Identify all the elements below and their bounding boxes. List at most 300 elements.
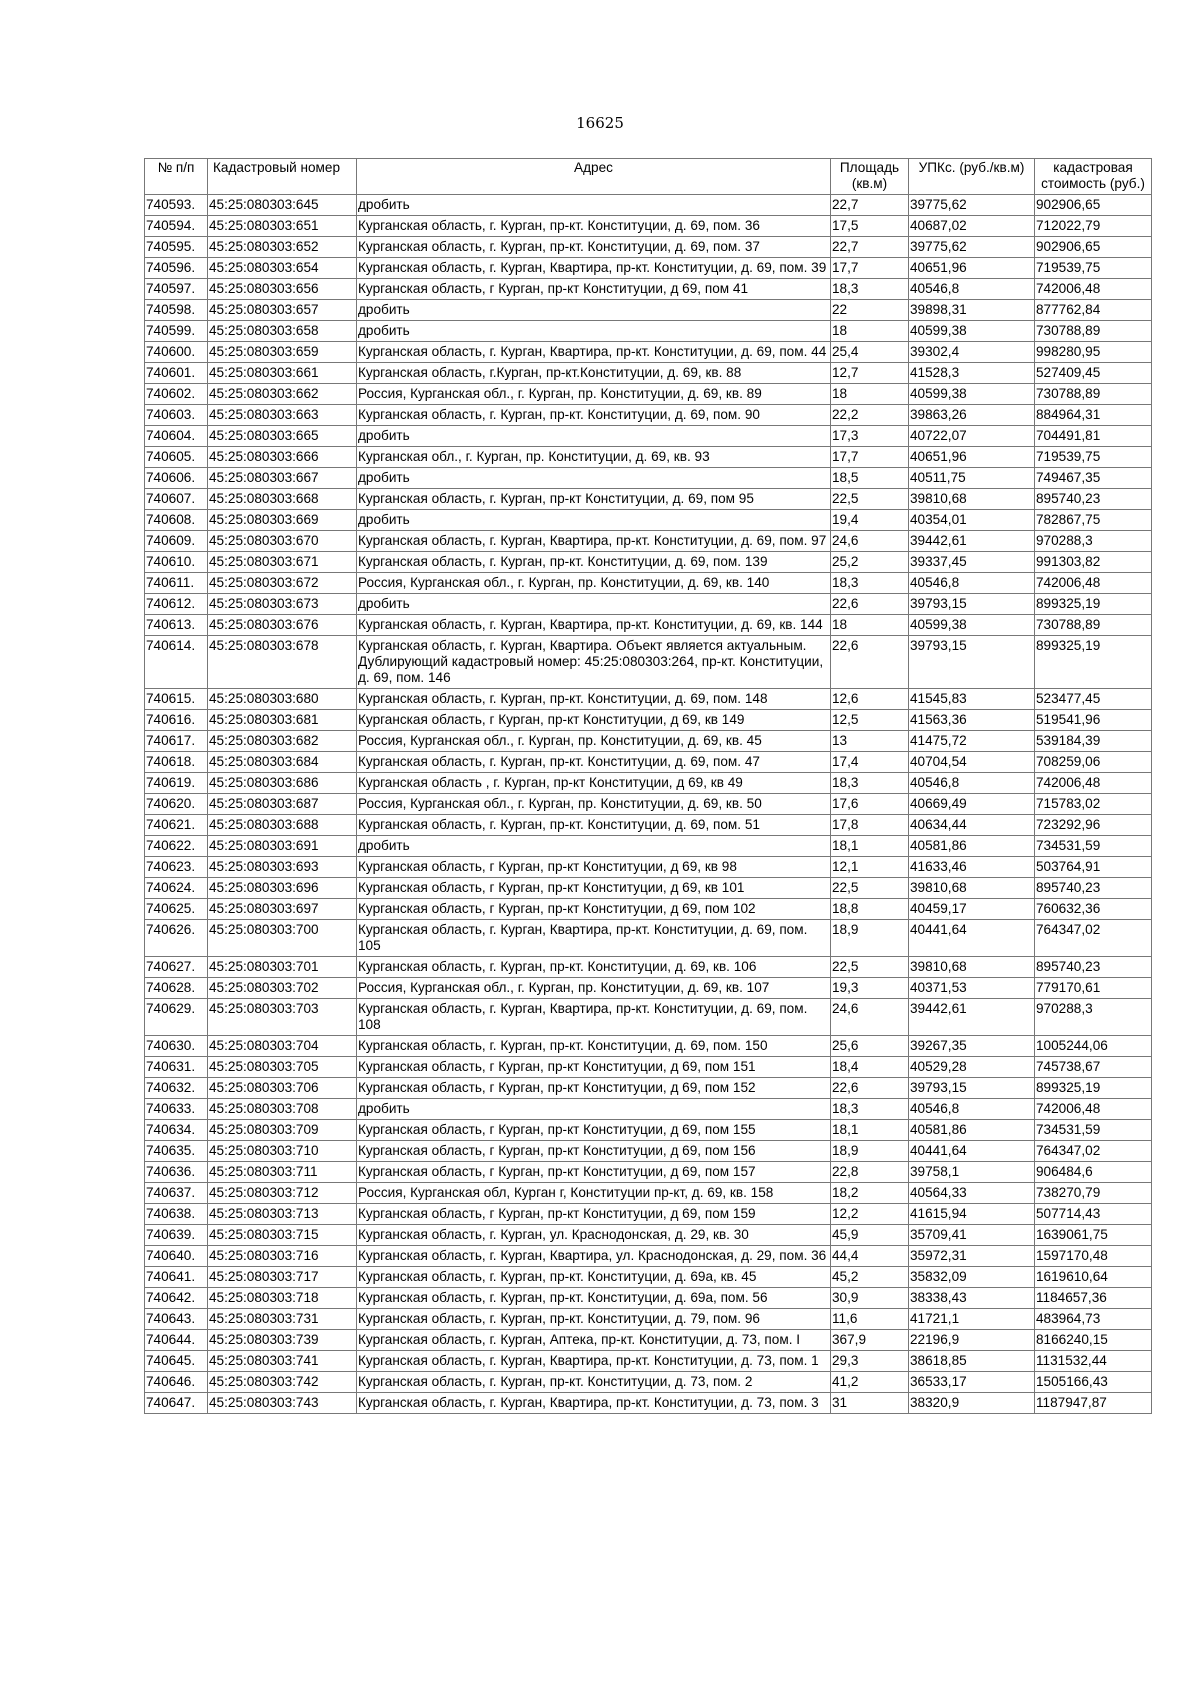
cell-cadastral-value: 1597170,48 <box>1035 1246 1152 1267</box>
cell-address: Курганская область, г. Курган, Квартира, пр-кт. Конституции, д. 69, кв. 144 <box>357 615 831 636</box>
table-row <box>145 1120 1152 1141</box>
cell-cadastral-value: 998280,95 <box>1035 342 1152 363</box>
cell-cadastral-value: 708259,06 <box>1035 752 1152 773</box>
table-row <box>145 731 1152 752</box>
cell-index: 740618. <box>145 752 208 773</box>
table-row <box>145 342 1152 363</box>
cell-cadastral-value: 895740,23 <box>1035 878 1152 899</box>
cell-cadastral-number: 45:25:080303:688 <box>208 815 357 836</box>
cell-area: 367,9 <box>831 1330 909 1351</box>
table-row <box>145 237 1152 258</box>
cell-area: 18,9 <box>831 920 909 957</box>
cell-cadastral-number: 45:25:080303:717 <box>208 1267 357 1288</box>
table-row <box>145 321 1152 342</box>
cell-cadastral-value: 877762,84 <box>1035 300 1152 321</box>
cell-area: 22,2 <box>831 405 909 426</box>
cell-address: Курганская область, г. Курган, Квартира, пр-кт. Конституции, д. 69, пом. 44 <box>357 342 831 363</box>
cell-area: 45,2 <box>831 1267 909 1288</box>
cell-address: Курганская область, г Курган, пр-кт Конституции, д 69, пом 159 <box>357 1204 831 1225</box>
cell-cadastral-number: 45:25:080303:671 <box>208 552 357 573</box>
table-row <box>145 552 1152 573</box>
table-row <box>145 405 1152 426</box>
cell-address: Курганская область, г. Курган, Квартира, пр-кт. Конституции, д. 69, пом. 39 <box>357 258 831 279</box>
cell-upks: 39863,26 <box>909 405 1035 426</box>
cell-cadastral-value: 742006,48 <box>1035 573 1152 594</box>
cell-index: 740640. <box>145 1246 208 1267</box>
cell-cadastral-number: 45:25:080303:702 <box>208 978 357 999</box>
cell-index: 740604. <box>145 426 208 447</box>
cell-cadastral-value: 1505166,43 <box>1035 1372 1152 1393</box>
cell-cadastral-value: 712022,79 <box>1035 216 1152 237</box>
cell-index: 740611. <box>145 573 208 594</box>
cell-cadastral-value: 1184657,36 <box>1035 1288 1152 1309</box>
cell-cadastral-value: 895740,23 <box>1035 489 1152 510</box>
cell-address: дробить <box>357 594 831 615</box>
cell-cadastral-value: 539184,39 <box>1035 731 1152 752</box>
cell-area: 24,6 <box>831 999 909 1036</box>
cell-upks: 36533,17 <box>909 1372 1035 1393</box>
table-row <box>145 1078 1152 1099</box>
cell-index: 740619. <box>145 773 208 794</box>
cell-cadastral-number: 45:25:080303:739 <box>208 1330 357 1351</box>
table-row <box>145 531 1152 552</box>
cell-upks: 40599,38 <box>909 615 1035 636</box>
cell-index: 740593. <box>145 195 208 216</box>
table-row <box>145 489 1152 510</box>
cell-address: Курганская область, г. Курган, пр-кт. Конституции, д. 69, пом. 90 <box>357 405 831 426</box>
table-row <box>145 689 1152 710</box>
cell-cadastral-value: 742006,48 <box>1035 1099 1152 1120</box>
cell-index: 740641. <box>145 1267 208 1288</box>
cell-area: 11,6 <box>831 1309 909 1330</box>
cell-address: Курганская область, г. Курган, Квартира, пр-кт. Конституции, д. 73, пом. 3 <box>357 1393 831 1414</box>
cell-upks: 41563,36 <box>909 710 1035 731</box>
cell-upks: 39442,61 <box>909 999 1035 1036</box>
table-row <box>145 510 1152 531</box>
cell-address: дробить <box>357 836 831 857</box>
table-row <box>145 878 1152 899</box>
cell-address: Курганская область, г Курган, пр-кт Конституции, д 69, кв 98 <box>357 857 831 878</box>
cell-area: 25,4 <box>831 342 909 363</box>
cell-upks: 39758,1 <box>909 1162 1035 1183</box>
cell-cadastral-number: 45:25:080303:652 <box>208 237 357 258</box>
cell-cadastral-value: 8166240,15 <box>1035 1330 1152 1351</box>
table-row <box>145 1330 1152 1351</box>
cell-upks: 39810,68 <box>909 957 1035 978</box>
cell-index: 740637. <box>145 1183 208 1204</box>
cell-cadastral-number: 45:25:080303:741 <box>208 1351 357 1372</box>
cell-area: 18,4 <box>831 1057 909 1078</box>
cell-address: Курганская область, г Курган, пр-кт Конституции, д 69, кв 101 <box>357 878 831 899</box>
cell-upks: 40669,49 <box>909 794 1035 815</box>
cell-cadastral-number: 45:25:080303:693 <box>208 857 357 878</box>
cell-index: 740622. <box>145 836 208 857</box>
cell-upks: 40441,64 <box>909 1141 1035 1162</box>
table-row <box>145 1036 1152 1057</box>
cell-cadastral-value: 738270,79 <box>1035 1183 1152 1204</box>
cell-cadastral-value: 749467,35 <box>1035 468 1152 489</box>
table-row <box>145 1099 1152 1120</box>
cell-index: 740627. <box>145 957 208 978</box>
cell-cadastral-number: 45:25:080303:715 <box>208 1225 357 1246</box>
cell-cadastral-number: 45:25:080303:708 <box>208 1099 357 1120</box>
table-row <box>145 468 1152 489</box>
cell-upks: 39442,61 <box>909 531 1035 552</box>
cell-area: 13 <box>831 731 909 752</box>
cell-area: 12,7 <box>831 363 909 384</box>
page-number: 16625 <box>576 114 624 132</box>
cell-area: 22,6 <box>831 636 909 689</box>
cadastral-table-container <box>144 158 1152 1414</box>
table-row <box>145 999 1152 1036</box>
cell-upks: 39810,68 <box>909 878 1035 899</box>
table-row <box>145 1393 1152 1414</box>
cell-address: Курганская область, г. Курган, пр-кт. Конституции, д. 69а, кв. 45 <box>357 1267 831 1288</box>
cell-cadastral-number: 45:25:080303:654 <box>208 258 357 279</box>
cell-index: 740639. <box>145 1225 208 1246</box>
cell-area: 12,2 <box>831 1204 909 1225</box>
table-row <box>145 1372 1152 1393</box>
cell-area: 25,6 <box>831 1036 909 1057</box>
table-row <box>145 1288 1152 1309</box>
cell-address: Курганская область, г Курган, пр-кт Конституции, д 69, кв 149 <box>357 710 831 731</box>
cell-area: 22,6 <box>831 1078 909 1099</box>
cell-address: Курганская область, г Курган, пр-кт Конституции, д 69, пом 155 <box>357 1120 831 1141</box>
cell-cadastral-value: 719539,75 <box>1035 447 1152 468</box>
cell-index: 740598. <box>145 300 208 321</box>
table-row <box>145 957 1152 978</box>
cell-area: 19,3 <box>831 978 909 999</box>
cell-area: 22 <box>831 300 909 321</box>
cell-cadastral-number: 45:25:080303:666 <box>208 447 357 468</box>
cell-cadastral-number: 45:25:080303:691 <box>208 836 357 857</box>
cell-cadastral-value: 991303,82 <box>1035 552 1152 573</box>
cell-cadastral-value: 730788,89 <box>1035 384 1152 405</box>
cell-index: 740620. <box>145 794 208 815</box>
cell-cadastral-value: 734531,59 <box>1035 1120 1152 1141</box>
cell-index: 740597. <box>145 279 208 300</box>
cell-cadastral-value: 764347,02 <box>1035 920 1152 957</box>
cell-upks: 40441,64 <box>909 920 1035 957</box>
table-row <box>145 978 1152 999</box>
cell-index: 740626. <box>145 920 208 957</box>
cell-cadastral-number: 45:25:080303:705 <box>208 1057 357 1078</box>
cell-index: 740625. <box>145 899 208 920</box>
cell-upks: 35832,09 <box>909 1267 1035 1288</box>
cell-index: 740599. <box>145 321 208 342</box>
cell-address: Курганская область, г. Курган, ул. Краснодонская, д. 29, кв. 30 <box>357 1225 831 1246</box>
cell-index: 740595. <box>145 237 208 258</box>
cell-cadastral-number: 45:25:080303:659 <box>208 342 357 363</box>
table-row <box>145 1225 1152 1246</box>
cell-upks: 41633,46 <box>909 857 1035 878</box>
cell-address: дробить <box>357 1099 831 1120</box>
cell-index: 740606. <box>145 468 208 489</box>
cell-index: 740610. <box>145 552 208 573</box>
cell-upks: 40599,38 <box>909 321 1035 342</box>
cell-upks: 38338,43 <box>909 1288 1035 1309</box>
cell-area: 31 <box>831 1393 909 1414</box>
cell-upks: 39302,4 <box>909 342 1035 363</box>
cell-upks: 35972,31 <box>909 1246 1035 1267</box>
cell-cadastral-number: 45:25:080303:665 <box>208 426 357 447</box>
header-address: Адрес <box>357 159 831 195</box>
cell-cadastral-value: 723292,96 <box>1035 815 1152 836</box>
cell-cadastral-number: 45:25:080303:661 <box>208 363 357 384</box>
cell-upks: 41615,94 <box>909 1204 1035 1225</box>
cell-area: 12,5 <box>831 710 909 731</box>
cell-address: Курганская область, г. Курган, пр-кт. Конституции, д. 69, пом. 37 <box>357 237 831 258</box>
table-row <box>145 710 1152 731</box>
cell-area: 18,1 <box>831 836 909 857</box>
cell-area: 18,9 <box>831 1141 909 1162</box>
table-row <box>145 1183 1152 1204</box>
cell-address: Курганская область, г. Курган, Квартира, пр-кт. Конституции, д. 73, пом. 1 <box>357 1351 831 1372</box>
cell-cadastral-value: 764347,02 <box>1035 1141 1152 1162</box>
cell-upks: 35709,41 <box>909 1225 1035 1246</box>
cell-area: 17,5 <box>831 216 909 237</box>
cell-cadastral-value: 760632,36 <box>1035 899 1152 920</box>
cell-index: 740600. <box>145 342 208 363</box>
cell-address: дробить <box>357 321 831 342</box>
table-row <box>145 857 1152 878</box>
cell-address: Курганская область, г. Курган, Квартира. Объект является актуальным. Дублирующий кадастровый номер: 45:25:080303:264, пр-кт. Конституции, д. 69, пом. 146 <box>357 636 831 689</box>
cell-cadastral-number: 45:25:080303:700 <box>208 920 357 957</box>
cell-index: 740628. <box>145 978 208 999</box>
cell-address: Курганская область, г. Курган, пр-кт. Конституции, д. 79, пом. 96 <box>357 1309 831 1330</box>
cell-address: дробить <box>357 195 831 216</box>
header-upks: УПКс. (руб./кв.м) <box>909 159 1035 195</box>
cell-upks: 40651,96 <box>909 447 1035 468</box>
cell-area: 25,2 <box>831 552 909 573</box>
cell-cadastral-number: 45:25:080303:712 <box>208 1183 357 1204</box>
cell-cadastral-number: 45:25:080303:704 <box>208 1036 357 1057</box>
cell-address: Россия, Курганская обл., г. Курган, пр. Конституции, д. 69, кв. 89 <box>357 384 831 405</box>
cell-address: Курганская область, г. Курган, Аптека, пр-кт. Конституции, д. 73, пом. I <box>357 1330 831 1351</box>
cell-upks: 40687,02 <box>909 216 1035 237</box>
cell-index: 740630. <box>145 1036 208 1057</box>
cell-upks: 39793,15 <box>909 594 1035 615</box>
cell-cadastral-value: 902906,65 <box>1035 237 1152 258</box>
cell-cadastral-value: 519541,96 <box>1035 710 1152 731</box>
cell-address: дробить <box>357 426 831 447</box>
table-row <box>145 594 1152 615</box>
cell-address: Россия, Курганская обл, Курган г, Конституции пр-кт, д. 69, кв. 158 <box>357 1183 831 1204</box>
cell-cadastral-value: 895740,23 <box>1035 957 1152 978</box>
table-row <box>145 615 1152 636</box>
cell-cadastral-value: 715783,02 <box>1035 794 1152 815</box>
cell-area: 22,5 <box>831 878 909 899</box>
cell-index: 740607. <box>145 489 208 510</box>
cell-cadastral-value: 899325,19 <box>1035 636 1152 689</box>
cell-cadastral-number: 45:25:080303:682 <box>208 731 357 752</box>
cell-upks: 22196,9 <box>909 1330 1035 1351</box>
cell-index: 740613. <box>145 615 208 636</box>
cell-address: дробить <box>357 510 831 531</box>
cell-area: 12,1 <box>831 857 909 878</box>
cell-cadastral-number: 45:25:080303:651 <box>208 216 357 237</box>
cell-address: Курганская область, г. Курган, пр-кт Конституции, д. 69, пом 95 <box>357 489 831 510</box>
cell-address: Курганская область, г.Курган, пр-кт.Конституции, д. 69, кв. 88 <box>357 363 831 384</box>
cell-address: Курганская область, г. Курган, пр-кт. Конституции, д. 69, пом. 51 <box>357 815 831 836</box>
cell-index: 740609. <box>145 531 208 552</box>
cell-index: 740644. <box>145 1330 208 1351</box>
cell-cadastral-number: 45:25:080303:709 <box>208 1120 357 1141</box>
cell-cadastral-number: 45:25:080303:656 <box>208 279 357 300</box>
cell-cadastral-value: 742006,48 <box>1035 279 1152 300</box>
cell-area: 18,3 <box>831 773 909 794</box>
cell-cadastral-number: 45:25:080303:716 <box>208 1246 357 1267</box>
cell-cadastral-value: 745738,67 <box>1035 1057 1152 1078</box>
table-row <box>145 815 1152 836</box>
cell-upks: 40599,38 <box>909 384 1035 405</box>
cell-upks: 40651,96 <box>909 258 1035 279</box>
cell-area: 22,6 <box>831 594 909 615</box>
cell-cadastral-value: 902906,65 <box>1035 195 1152 216</box>
table-row <box>145 1162 1152 1183</box>
cell-index: 740632. <box>145 1078 208 1099</box>
cell-address: Россия, Курганская обл., г. Курган, пр. Конституции, д. 69, кв. 140 <box>357 573 831 594</box>
cell-cadastral-number: 45:25:080303:687 <box>208 794 357 815</box>
table-row <box>145 447 1152 468</box>
cell-cadastral-number: 45:25:080303:743 <box>208 1393 357 1414</box>
cell-area: 24,6 <box>831 531 909 552</box>
cell-index: 740642. <box>145 1288 208 1309</box>
cell-area: 18,2 <box>831 1183 909 1204</box>
cell-cadastral-value: 730788,89 <box>1035 615 1152 636</box>
cell-area: 17,7 <box>831 258 909 279</box>
cell-area: 45,9 <box>831 1225 909 1246</box>
cell-cadastral-value: 507714,43 <box>1035 1204 1152 1225</box>
cell-index: 740623. <box>145 857 208 878</box>
cell-area: 18,3 <box>831 1099 909 1120</box>
cadastral-table <box>144 158 1152 1414</box>
cell-cadastral-value: 527409,45 <box>1035 363 1152 384</box>
cell-index: 740635. <box>145 1141 208 1162</box>
cell-upks: 39793,15 <box>909 636 1035 689</box>
cell-area: 22,7 <box>831 195 909 216</box>
cell-upks: 39898,31 <box>909 300 1035 321</box>
table-row <box>145 1267 1152 1288</box>
table-row <box>145 1141 1152 1162</box>
cell-index: 740646. <box>145 1372 208 1393</box>
cell-address: Курганская область, г. Курган, пр-кт. Конституции, д. 69, пом. 150 <box>357 1036 831 1057</box>
table-row <box>145 1204 1152 1225</box>
table-row <box>145 1246 1152 1267</box>
cell-address: Курганская область, г. Курган, пр-кт. Конституции, д. 73, пом. 2 <box>357 1372 831 1393</box>
cell-cadastral-number: 45:25:080303:672 <box>208 573 357 594</box>
cell-area: 41,2 <box>831 1372 909 1393</box>
cell-upks: 40546,8 <box>909 279 1035 300</box>
cell-cadastral-number: 45:25:080303:696 <box>208 878 357 899</box>
table-row <box>145 363 1152 384</box>
cell-area: 44,4 <box>831 1246 909 1267</box>
cell-address: Курганская область, г Курган, пр-кт Конституции, д 69, пом 41 <box>357 279 831 300</box>
cell-cadastral-number: 45:25:080303:657 <box>208 300 357 321</box>
cell-cadastral-number: 45:25:080303:710 <box>208 1141 357 1162</box>
cell-area: 29,3 <box>831 1351 909 1372</box>
cell-cadastral-number: 45:25:080303:684 <box>208 752 357 773</box>
cell-address: Курганская область, г Курган, пр-кт Конституции, д 69, пом 152 <box>357 1078 831 1099</box>
cell-area: 18,8 <box>831 899 909 920</box>
cell-cadastral-value: 704491,81 <box>1035 426 1152 447</box>
cell-area: 22,5 <box>831 957 909 978</box>
table-row <box>145 573 1152 594</box>
cell-upks: 40529,28 <box>909 1057 1035 1078</box>
cell-cadastral-value: 742006,48 <box>1035 773 1152 794</box>
header-cadastral-value: кадастровая стоимость (руб.) <box>1035 159 1152 195</box>
cell-address: Курганская область, г. Курган, пр-кт. Конституции, д. 69, пом. 36 <box>357 216 831 237</box>
cell-index: 740634. <box>145 1120 208 1141</box>
cell-cadastral-number: 45:25:080303:662 <box>208 384 357 405</box>
table-row <box>145 1057 1152 1078</box>
cell-upks: 39267,35 <box>909 1036 1035 1057</box>
table-row <box>145 279 1152 300</box>
cell-cadastral-number: 45:25:080303:711 <box>208 1162 357 1183</box>
cell-index: 740636. <box>145 1162 208 1183</box>
cell-upks: 41545,83 <box>909 689 1035 710</box>
cell-upks: 40371,53 <box>909 978 1035 999</box>
cell-area: 17,3 <box>831 426 909 447</box>
cell-address: Курганская область , г. Курган, пр-кт Конституции, д 69, кв 49 <box>357 773 831 794</box>
table-body <box>145 195 1152 1414</box>
cell-cadastral-number: 45:25:080303:658 <box>208 321 357 342</box>
cell-index: 740616. <box>145 710 208 731</box>
cell-upks: 40564,33 <box>909 1183 1035 1204</box>
cell-address: Курганская область, г. Курган, Квартира, пр-кт. Конституции, д. 69, пом. 108 <box>357 999 831 1036</box>
cell-area: 22,8 <box>831 1162 909 1183</box>
cell-cadastral-value: 734531,59 <box>1035 836 1152 857</box>
cell-cadastral-value: 899325,19 <box>1035 594 1152 615</box>
cell-area: 17,8 <box>831 815 909 836</box>
cell-address: Курганская область, г. Курган, Квартира, ул. Краснодонская, д. 29, пом. 36 <box>357 1246 831 1267</box>
cell-cadastral-value: 719539,75 <box>1035 258 1152 279</box>
cell-upks: 38618,85 <box>909 1351 1035 1372</box>
cell-cadastral-value: 1187947,87 <box>1035 1393 1152 1414</box>
cell-cadastral-number: 45:25:080303:686 <box>208 773 357 794</box>
cell-address: Россия, Курганская обл., г. Курган, пр. Конституции, д. 69, кв. 50 <box>357 794 831 815</box>
cell-upks: 40459,17 <box>909 899 1035 920</box>
cell-cadastral-value: 1131532,44 <box>1035 1351 1152 1372</box>
cell-index: 740624. <box>145 878 208 899</box>
cell-upks: 40546,8 <box>909 773 1035 794</box>
cell-upks: 40722,07 <box>909 426 1035 447</box>
cell-area: 12,6 <box>831 689 909 710</box>
cell-address: Курганская область, г Курган, пр-кт Конституции, д 69, пом 151 <box>357 1057 831 1078</box>
cell-cadastral-number: 45:25:080303:718 <box>208 1288 357 1309</box>
cell-index: 740638. <box>145 1204 208 1225</box>
cell-cadastral-number: 45:25:080303:676 <box>208 615 357 636</box>
cell-cadastral-number: 45:25:080303:673 <box>208 594 357 615</box>
cell-cadastral-number: 45:25:080303:678 <box>208 636 357 689</box>
table-row <box>145 1309 1152 1330</box>
cell-cadastral-value: 899325,19 <box>1035 1078 1152 1099</box>
cell-address: Курганская область, г. Курган, пр-кт. Конституции, д. 69, кв. 106 <box>357 957 831 978</box>
cell-area: 22,5 <box>831 489 909 510</box>
cell-index: 740601. <box>145 363 208 384</box>
cell-cadastral-value: 523477,45 <box>1035 689 1152 710</box>
table-row <box>145 752 1152 773</box>
cell-address: Россия, Курганская обл., г. Курган, пр. Конституции, д. 69, кв. 107 <box>357 978 831 999</box>
cell-cadastral-value: 782867,75 <box>1035 510 1152 531</box>
cell-area: 18 <box>831 321 909 342</box>
cell-index: 740615. <box>145 689 208 710</box>
cell-address: дробить <box>357 468 831 489</box>
table-header-row <box>145 159 1152 195</box>
cell-area: 18 <box>831 384 909 405</box>
cell-cadastral-value: 779170,61 <box>1035 978 1152 999</box>
cell-index: 740614. <box>145 636 208 689</box>
